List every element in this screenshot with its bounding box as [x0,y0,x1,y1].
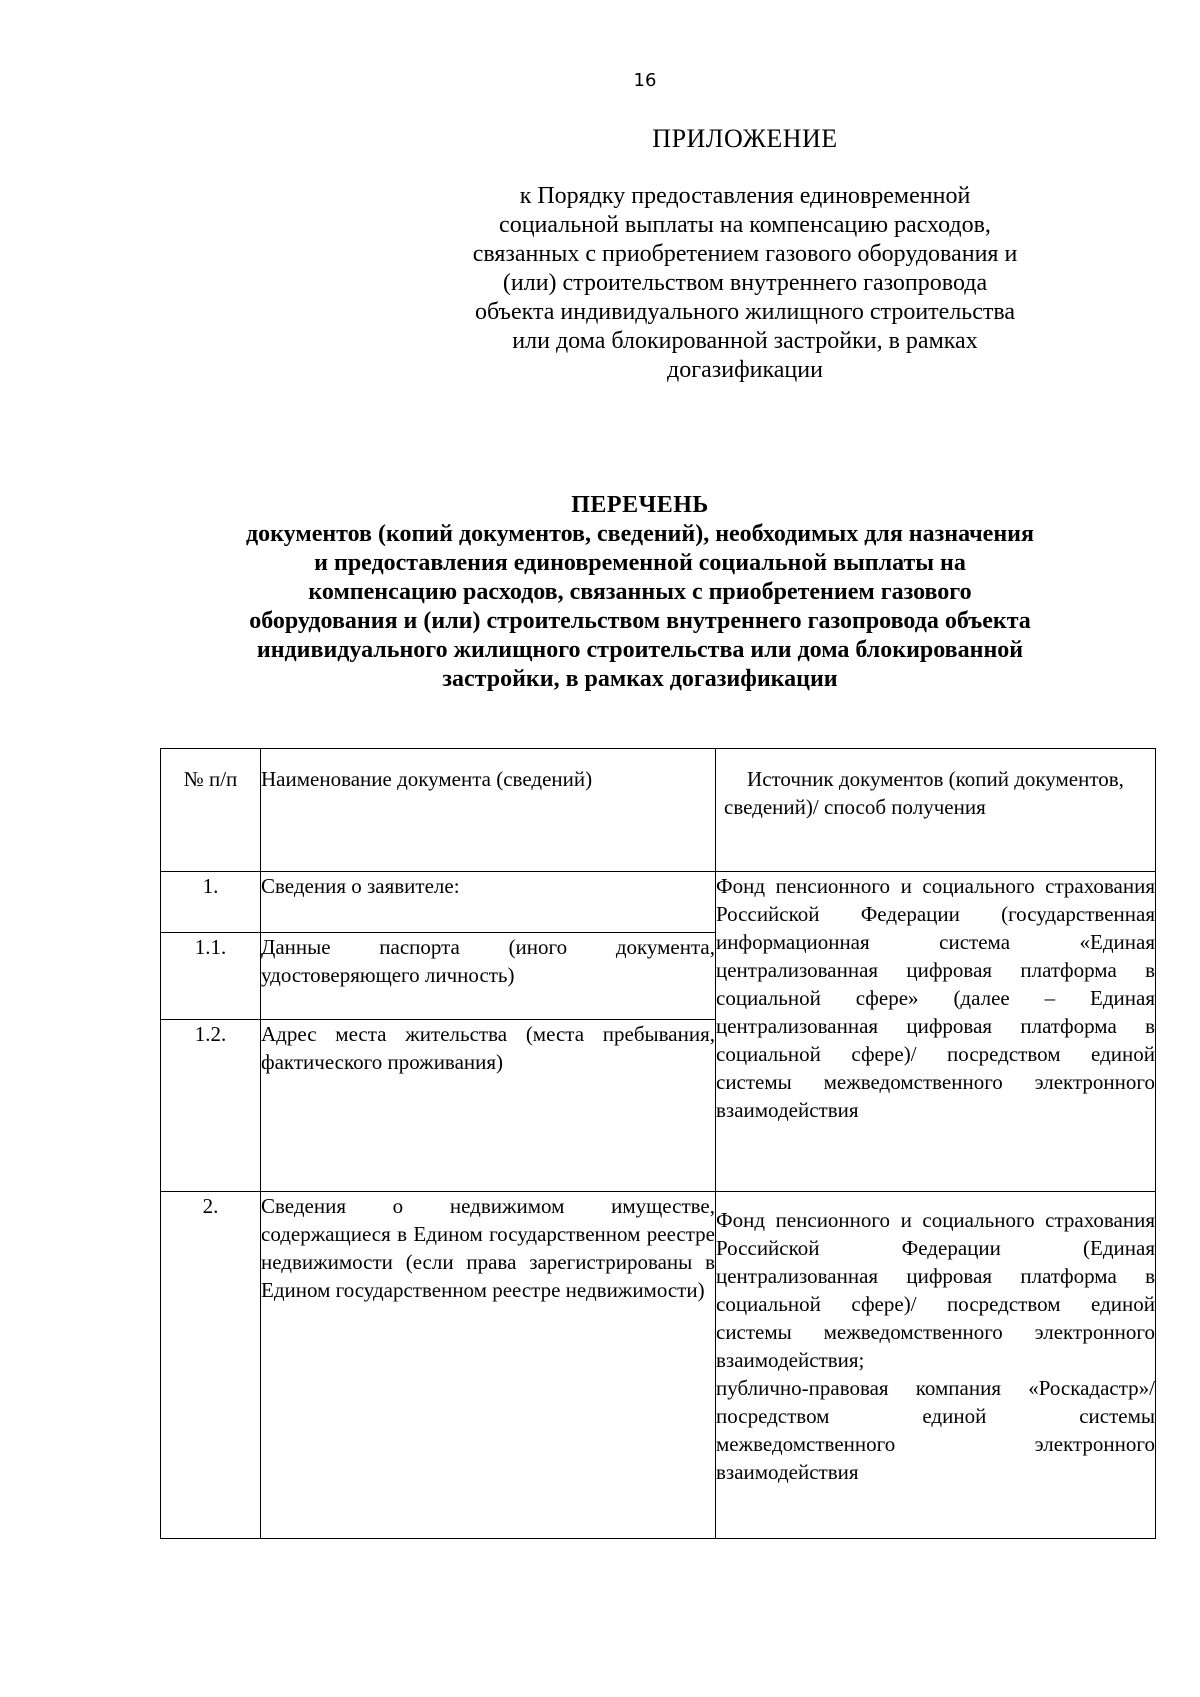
source-paragraph: публично-правовая компания «Роскадастр»/ посредством единой системы межведомственного электронного взаимодействия [716,1376,1155,1484]
list-subtitle-line: и предоставления единовременной социальной выплаты на [314,550,966,576]
row-num: 1.2. [161,1020,261,1192]
list-subtitle [160,520,1120,694]
row-name: Сведения о недвижимом имуществе, содержащиеся в Едином государственном реестре недвижимости (если права зарегистрированы в Едином государственном реестре недвижимости) [261,1192,716,1539]
list-subtitle-line: застройки, в рамках догазификации [442,666,838,692]
list-subtitle-line: компенсацию расходов, связанных с приобретением газового [308,579,972,605]
appendix-text [450,182,1040,385]
header-name: Наименование документа (сведений) [261,749,716,872]
documents-table [160,748,1156,1539]
appendix-line: догазификации [667,357,823,383]
table-row [161,872,1156,933]
appendix-title: ПРИЛОЖЕНИЕ [652,124,838,153]
table-header-row [161,749,1156,872]
appendix-line: или дома блокированной застройки, в рамках [512,328,978,354]
table-row [161,1192,1156,1539]
row-num: 1.1. [161,933,261,1020]
page-number: 16 [633,70,657,91]
row-name: Данные паспорта (иного документа, удостоверяющего личность) [261,933,716,1020]
appendix-line: социальной выплаты на компенсацию расходов, [499,212,991,238]
list-subtitle-line: индивидуального жилищного строительства или дома блокированной [256,637,1024,663]
list-subtitle-line: оборудования и (или) строительством внутреннего газопровода объекта [249,608,1031,634]
row-source [716,1192,1156,1539]
header-source: Источник документов (копий документов, сведений)/ способ получения [716,749,1156,872]
source-paragraph: Фонд пенсионного и социального страхования Российской Федерации (Единая централизованная цифровая платформа в социальной сфере)/ посредством единой системы межведомственного электронного взаимодействия; [716,1208,1155,1372]
row-name: Сведения о заявителе: [261,872,716,933]
appendix-line: (или) строительством внутреннего газопровода [502,270,988,296]
appendix-line: объекта индивидуального жилищного строительства [474,299,1016,325]
row-num: 2. [161,1192,261,1539]
row-source: Фонд пенсионного и социального страхования Российской Федерации (государственная информационная система «Единая централизованная цифровая платформа в социальной сфере» (далее – Единая централизованная цифровая платформа в социальной сфере)/ посредством единой системы межведомственного электронного взаимодействия [716,872,1156,1192]
list-subtitle-line: документов (копий документов, сведений), необходимых для назначения [246,521,1034,547]
list-title: ПЕРЕЧЕНЬ [571,492,709,518]
row-num: 1. [161,872,261,933]
appendix-line: связанных с приобретением газового оборудования и [472,241,1018,267]
row-name: Адрес места жительства (места пребывания, фактического проживания) [261,1020,716,1192]
appendix-line: к Порядку предоставления единовременной [519,183,971,209]
header-num: № п/п [161,749,261,872]
